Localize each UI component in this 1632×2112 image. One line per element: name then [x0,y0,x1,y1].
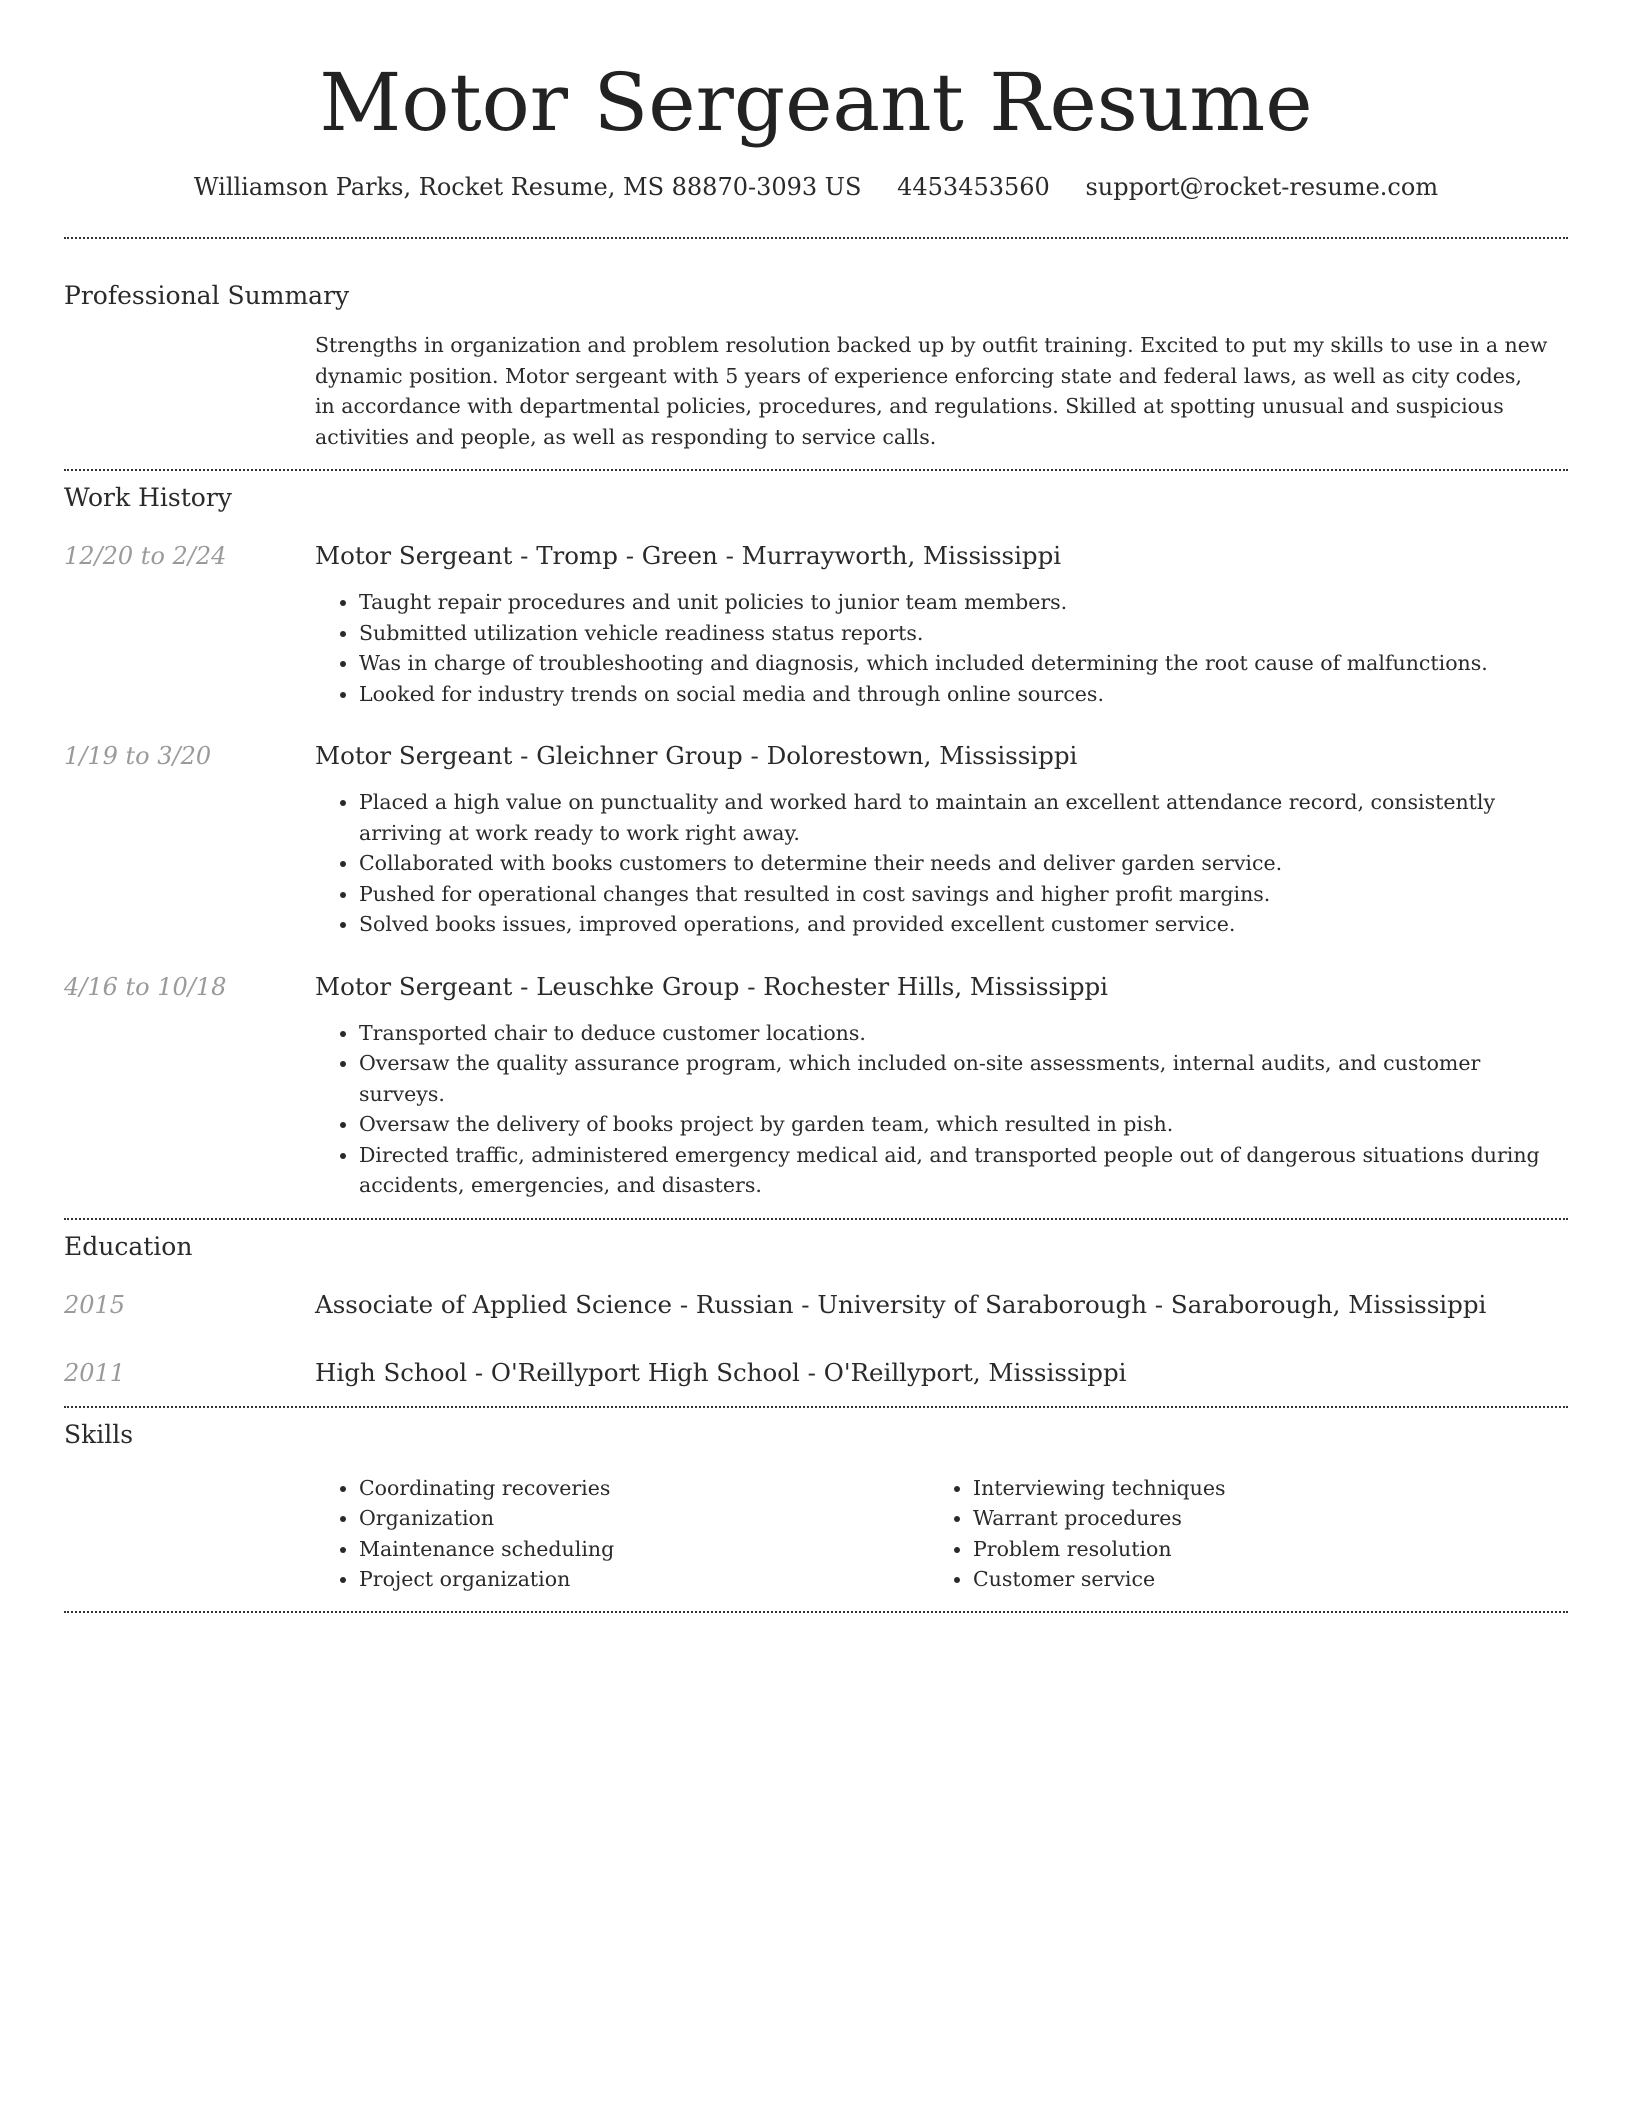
skills-list-right [929,1473,1543,1595]
skill-item: • Interviewing techniques [973,1473,1543,1504]
skills-grid [315,1473,1568,1595]
job-bullets [315,1018,1568,1201]
job-dates: 12/20 to 2/24 [64,542,227,570]
job-title: Motor Sergeant - Gleichner Group - Dolorestown, Mississippi [315,741,1078,770]
job-dates: 1/19 to 3/20 [64,742,212,770]
contact-phone: 4453453560 [897,173,1050,201]
education-entry [64,1356,1568,1390]
summary-section [64,239,1568,452]
job-bullet: • Collaborated with books customers to determine their needs and deliver garden service. [359,848,1568,879]
skill-item: • Problem resolution [973,1534,1543,1565]
education-detail: Associate of Applied Science - Russian - University of Saraborough - Saraborough, Mississippi [315,1289,1487,1319]
skill-item: • Organization [359,1503,929,1534]
job-entry [64,539,1568,709]
skill-item: • Maintenance scheduling [359,1534,929,1565]
job-title: Motor Sergeant - Leuschke Group - Rochester Hills, Mississippi [315,971,1109,1001]
skill-item: • Warrant procedures [973,1503,1543,1534]
job-bullet: • Was in charge of troubleshooting and diagnosis, which included determining the root cause of malfunctions. [359,648,1568,679]
job-bullet: • Looked for industry trends on social media and through online sources. [359,679,1568,710]
job-bullet: • Directed traffic, administered emergency medical aid, and transported people out of dangerous situations during accidents, emergencies, and disasters. [359,1140,1568,1201]
divider [64,1611,1568,1613]
education-entry [64,1288,1568,1322]
job-dates: 4/16 to 10/18 [64,972,227,1001]
education-heading: Education [64,1231,193,1261]
resume-title: Motor Sergeant Resume [319,56,1313,149]
job-bullet: • Oversaw the quality assurance program, which included on-site assessments, internal audits, and customer surveys. [359,1048,1568,1109]
job-bullet: • Oversaw the delivery of books project by garden team, which resulted in pish. [359,1109,1568,1140]
job-title: Motor Sergeant - Tromp - Green - Murrayworth, Mississippi [315,541,1062,570]
job-bullet: • Pushed for operational changes that resulted in cost savings and higher profit margins. [359,879,1568,910]
job-bullet: • Transported chair to deduce customer locations. [359,1018,1568,1049]
job-bullets [315,587,1568,709]
job-bullet: • Submitted utilization vehicle readiness status reports. [359,618,1568,649]
job-bullet: • Solved books issues, improved operations, and provided excellent customer service. [359,909,1568,940]
summary-text: Strengths in organization and problem resolution backed up by outfit training. Excited to put my skills to use in a new dynamic position. Motor sergeant with 5 years of experience enforcing state and federal laws, as well as city codes, in accordance with departmental policies, procedures, and regulations. Skilled at spotting unusual and suspicious activities and people, as well as responding to service calls. [315,333,1548,449]
education-year: 2011 [64,1358,126,1387]
job-entry [64,739,1568,940]
resume-page [64,0,1568,1613]
skills-list-left [315,1473,929,1595]
job-bullet: • Placed a high value on punctuality and worked hard to maintain an excellent attendance record, consistently arriving at work ready to work right away. [359,787,1568,848]
skills-heading: Skills [64,1419,134,1449]
skills-section [64,1408,1568,1595]
job-entry [64,970,1568,1201]
contact-email: support@rocket-resume.com [1085,173,1439,201]
contact-address: Williamson Parks, Rocket Resume, MS 88870-3093 US [193,173,862,201]
education-section [64,1220,1568,1390]
summary-heading: Professional Summary [64,281,350,310]
education-detail: High School - O'Reillyport High School - O'Reillyport, Mississippi [315,1357,1127,1387]
work-section [64,471,1568,1201]
job-bullets [315,787,1568,940]
job-bullet: • Taught repair procedures and unit policies to junior team members. [359,587,1568,618]
skill-item: • Project organization [359,1564,929,1595]
work-heading: Work History [64,483,232,512]
contact-line [64,170,1568,204]
skill-item: • Coordinating recoveries [359,1473,929,1504]
education-year: 2015 [64,1290,126,1319]
skill-item: • Customer service [973,1564,1543,1595]
